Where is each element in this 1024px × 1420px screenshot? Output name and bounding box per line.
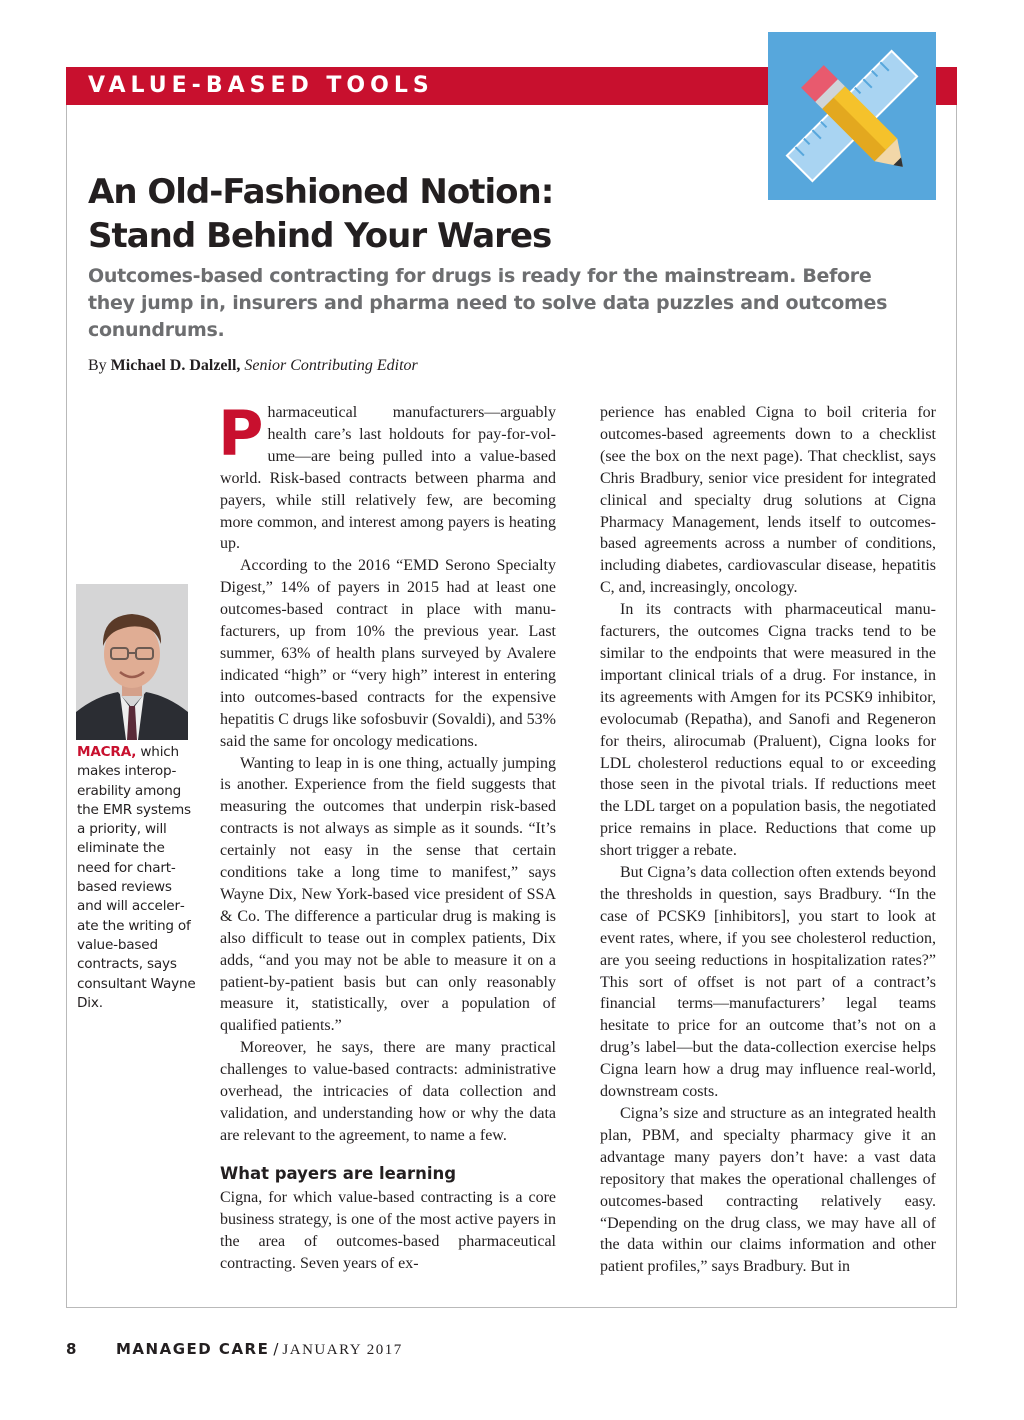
byline-role: Senior Contributing Editor bbox=[240, 357, 418, 374]
article-column-1 bbox=[218, 397, 556, 1274]
headline-line-2: Stand Behind Your Wares bbox=[88, 216, 552, 256]
byline-author: Michael D. Dalzell, bbox=[110, 357, 241, 374]
paragraph: Moreover, he says, there are many practical challenges to value-based contracts: administrative overhead, the intricacies of data collection and validation, and understanding how or why the data are relevant to the agreement, to name a few. bbox=[220, 1039, 556, 1144]
issue-date: JANUARY 2017 bbox=[282, 1342, 403, 1358]
paragraph bbox=[218, 397, 556, 555]
page-footer bbox=[66, 1340, 403, 1359]
headline-line-1: An Old-Fashioned Notion: bbox=[88, 172, 554, 212]
paragraph-text: harmaceutical manufacturers—arguably health care’s last holdouts for pay-for-volume—are being pulled into a value-based world. Risk-based contracts between pharma and payers, while still relatively few, are becoming more common, and interest among payers is heating up. bbox=[220, 404, 556, 553]
article-subhead: What payers are learning bbox=[220, 1163, 457, 1183]
pencil-ruler-icon bbox=[768, 32, 936, 200]
paragraph: According to the 2016 “EMD Serono Specialty Digest,” 14% of payers in 2015 had at least one outcomes-based contract in place with manufacturers, up from 10% the previous year. Last summer, 63% of health plans surveyed by Avalere indicated “high” or “very high” interest in entering into outcomes-based contracts for the expensive hepatitis C drugs like sofosbuvir (Sovaldi), and 53% said the same for oncology medications. bbox=[220, 557, 556, 750]
photo-caption bbox=[77, 743, 197, 1013]
article-column-2 bbox=[600, 402, 936, 1278]
paragraph: Cigna, for which value-based contracting is a core business strategy, is one of the most active payers in the area of outcomes-based pharmaceutical contracting. Seven years of ex- bbox=[220, 1188, 556, 1272]
magazine-name: MANAGED CARE bbox=[116, 1340, 270, 1358]
section-logo bbox=[768, 32, 936, 200]
paragraph: But Cigna’s data collection often extends beyond the thresholds in question, says Bradbury. “In the case of PCSK9 [inhibitors], you start to look at event rates, where, if you see cholesterol reduction, are you seeing reductions in hospitalization rates?” This sort of offset is not part of a contract’s financial terms—manufacturers’ legal teams hesitate to price for an outcome that’s not on a drug’s label—but the data-collection exercise helps Cigna learn how a drug may influence real-world, downstream costs. bbox=[600, 864, 936, 1101]
paragraph: Cigna’s size and structure as an integrated health plan, PBM, and specialty pharmacy give it an advantage many payers don’t have: a vast data repository that makes the operational challenges of outcomes-based contracting relatively easy. “Depending on the drug class, we may have all of the data within our claims information and other patient profiles,” says Bradbury. But in bbox=[600, 1105, 936, 1276]
portrait-image bbox=[76, 584, 188, 740]
page-number: 8 bbox=[66, 1340, 77, 1358]
byline bbox=[88, 357, 418, 375]
footer-separator: / bbox=[273, 1340, 279, 1358]
article-deck: Outcomes-based contracting for drugs is ready for the mainstream. Before they jump in, insurers and pharma need to solve data puzzles and outcomes conundrums. bbox=[88, 265, 888, 341]
author-photo bbox=[76, 584, 188, 740]
caption-text: which makes interoperability among the EMR systems a priority, will eliminate the need for chart-based reviews and will accelerate the writing of value-based contracts, says consultant Wayne Dix. bbox=[77, 744, 196, 1011]
drop-cap: P bbox=[218, 397, 264, 470]
paragraph: perience has enabled Cigna to boil criteria for outcomes-based agreements down to a checklist (see the box on the next page). That checklist, says Chris Bradbury, senior vice president for integrated clinical and specialty drug solutions at Cigna Pharmacy Management, lends itself to outcomes-based agreements across a number of conditions, including diabetes, cardiovascular disease, hepatitis C, and, increasingly, oncology. bbox=[600, 404, 936, 597]
article-headline bbox=[88, 170, 788, 258]
caption-lead: MACRA, bbox=[77, 744, 137, 760]
paragraph: Wanting to leap in is one thing, actually jumping is another. Experience from the field suggests that measuring the outcomes that underpin risk-based contracts is not always as simple as it sounds. “It’s certainly not easy in the sense that certain conditions take a long time to manifest,” says Wayne Dix, New York-based vice president of SSA & Co. The difference a particular drug is making is also difficult to tease out in complex patients, Dix adds, “and you may not be able to measure it on a patient-by-patient basis but can only reasonably measure it, statistically, over a population of qualified patients.” bbox=[220, 754, 556, 1035]
paragraph: In its contracts with pharmaceutical manufacturers, the outcomes Cigna tracks tend to be similar to the endpoints that were measured in the important clinical trials of a drug. For instance, in its agreements with Amgen for its PCSK9 inhibitor, evolocumab (Repatha), and Sanofi and Regeneron for theirs, alirocumab (Praluent), Cigna looks for LDL cholesterol reductions equal to or exceeding those seen in the pivotal trials. If reductions meet the LDL target on a population basis, the negotiated price remains in place. Reductions that come up short trigger a rebate. bbox=[600, 601, 936, 860]
byline-prefix: By bbox=[88, 357, 111, 374]
section-banner-label: VALUE-BASED TOOLS bbox=[88, 73, 434, 98]
